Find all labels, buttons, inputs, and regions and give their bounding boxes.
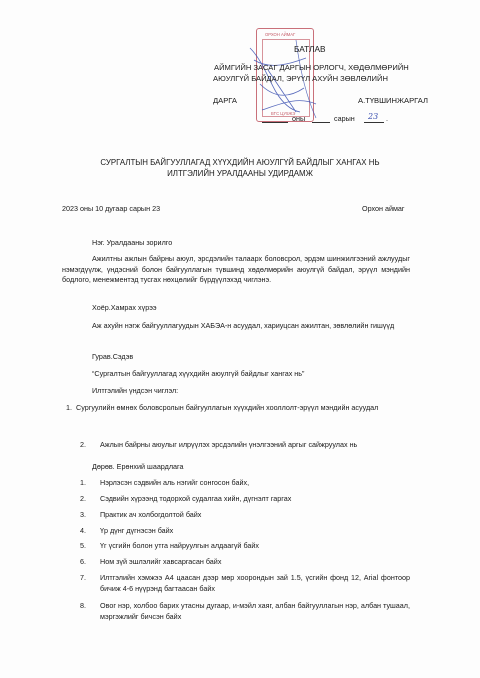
handwritten-day: 23 (368, 112, 379, 121)
month-blank (312, 122, 330, 123)
section-2-body: Аж ахуйн нэгж байгууллагуудын ХАБЭА-н асуудал, хариуцсан ажилтан, зөвлөлийн гишүүд (92, 321, 395, 330)
section-1-heading: Нэг. Уралдааны зорилго (92, 238, 173, 247)
section-3-heading: Гурав.Сэдэв (92, 352, 134, 361)
stamp-bottom-text: БТС ЦУ5ЖЭ (271, 111, 296, 116)
document-title-line-1: СУРГАЛТЫН БАЙГУУЛЛАГАД ХҮҮХДИЙН АЮУЛГҮЙ БАЙДЛЫГ ХАНГАХ НЬ (100, 158, 380, 167)
date-day-word: сарын (334, 114, 355, 123)
list-item-text: Нэрлэсэн сэдвийн аль нэгийг сонгосон байх, (100, 478, 250, 487)
date-dot: . (386, 114, 388, 123)
stamp-org-text: ОРХОН АЙМАГ (265, 32, 296, 37)
list-item-text: Овог нэр, холбоо барих утасны дугаар, и-мэйл хаяг, албан байгууллагын нэр, албан тушаал, мэргэжлийг бичсэн байх (100, 601, 410, 621)
section-4-heading: Дөрөв. Ерөнхий шаардлага (92, 462, 184, 471)
section-3-subheading: Илтгэлийн үндсэн чиглэл: (92, 386, 179, 395)
list-item-number: 2. (80, 440, 86, 449)
list-item-text: Үр дүнг дүгнэсэн байх (100, 526, 174, 535)
list-item-text: Үг үсгийн болон утга найруулгын алдаагүй байх (100, 541, 259, 550)
list-item-number: 5. (80, 541, 86, 550)
list-item-number: 8. (80, 601, 86, 610)
day-blank (364, 122, 384, 123)
document-date: 2023 оны 10 дугаар сарын 23 (62, 204, 161, 213)
list-item-text: Сургуулийн өмнөх боловсролын байгууллагын хүүхдийн хооллолт-эрүүл мэндийн асуудал (76, 403, 379, 412)
date-year-word: оны (292, 114, 306, 123)
list-item-text: Практик ач холбогдолтой байх (100, 510, 202, 519)
list-item-text: Ном зүй эшлэлийг хавсаргасан байх (100, 557, 222, 566)
list-item-number: 1. (80, 478, 86, 487)
list-item-number: 2. (80, 494, 86, 503)
list-item-text: Илтгэлийн хэмжээ А4 цаасан дээр мөр хоорондын зай 1.5, үсгийн фонд 12, Arial фонтоор бичиж 4-6 нүүрэнд багтаасан байх (100, 573, 410, 593)
approver-title: ДАРГА (213, 96, 237, 105)
list-item-number: 4. (80, 526, 86, 535)
section-3-topic: “Сургалтын байгууллагад хүүхдийн аюулгүй байдлыг хангах нь” (92, 369, 305, 378)
list-item-text: Сэдвийн хүрээнд тодорхой судалгаа хийн, дүгнэлт гаргах (100, 494, 292, 503)
section-1-body: Ажилтны ажлын байрны аюул, эрсдэлийн талаарх боловсрол, эрдэм шинжилгээний ажлуудыг нэмэгдүүлж, үндэсний болон байгууллагын түвшинд хөдөлмөрийн аюулгүй байдал, эрүүл мэндийн бодлого, менежментэд тусгах нөхцөлийг бүрдүүлэхэд чиглэнэ. (62, 254, 410, 285)
approve-heading: БАТЛАВ (294, 44, 326, 54)
list-item-number: 6. (80, 557, 86, 566)
list-item-number: 7. (80, 573, 86, 582)
year-blank (262, 122, 288, 123)
document-title-line-2: ИЛТГЭЛИЙН УРАЛДААНЫ УДИРДАМЖ (167, 169, 313, 178)
approver-line-2: АЮУЛГҮЙ БАЙДАЛ, ЭРҮҮЛ АХУЙН ЗӨВЛӨЛИЙН (213, 74, 388, 83)
list-item-number: 1. (66, 403, 72, 412)
document-place: Орхон аймаг (362, 204, 405, 213)
list-item-number: 3. (80, 510, 86, 519)
section-2-heading: Хоёр.Хамрах хүрээ (92, 303, 157, 312)
approver-line-1: АЙМГИЙН ЗАСАГ ДАРГЫН ОРЛОГЧ, ХӨДӨЛМӨРИЙН (214, 63, 409, 72)
list-item-text: Ажлын байрны аюулыг илрүүлэх эрсдэлийн үнэлгээний аргыг сайжруулах нь (100, 440, 358, 449)
approver-name: А.ТҮВШИНЖАРГАЛ (358, 96, 428, 105)
